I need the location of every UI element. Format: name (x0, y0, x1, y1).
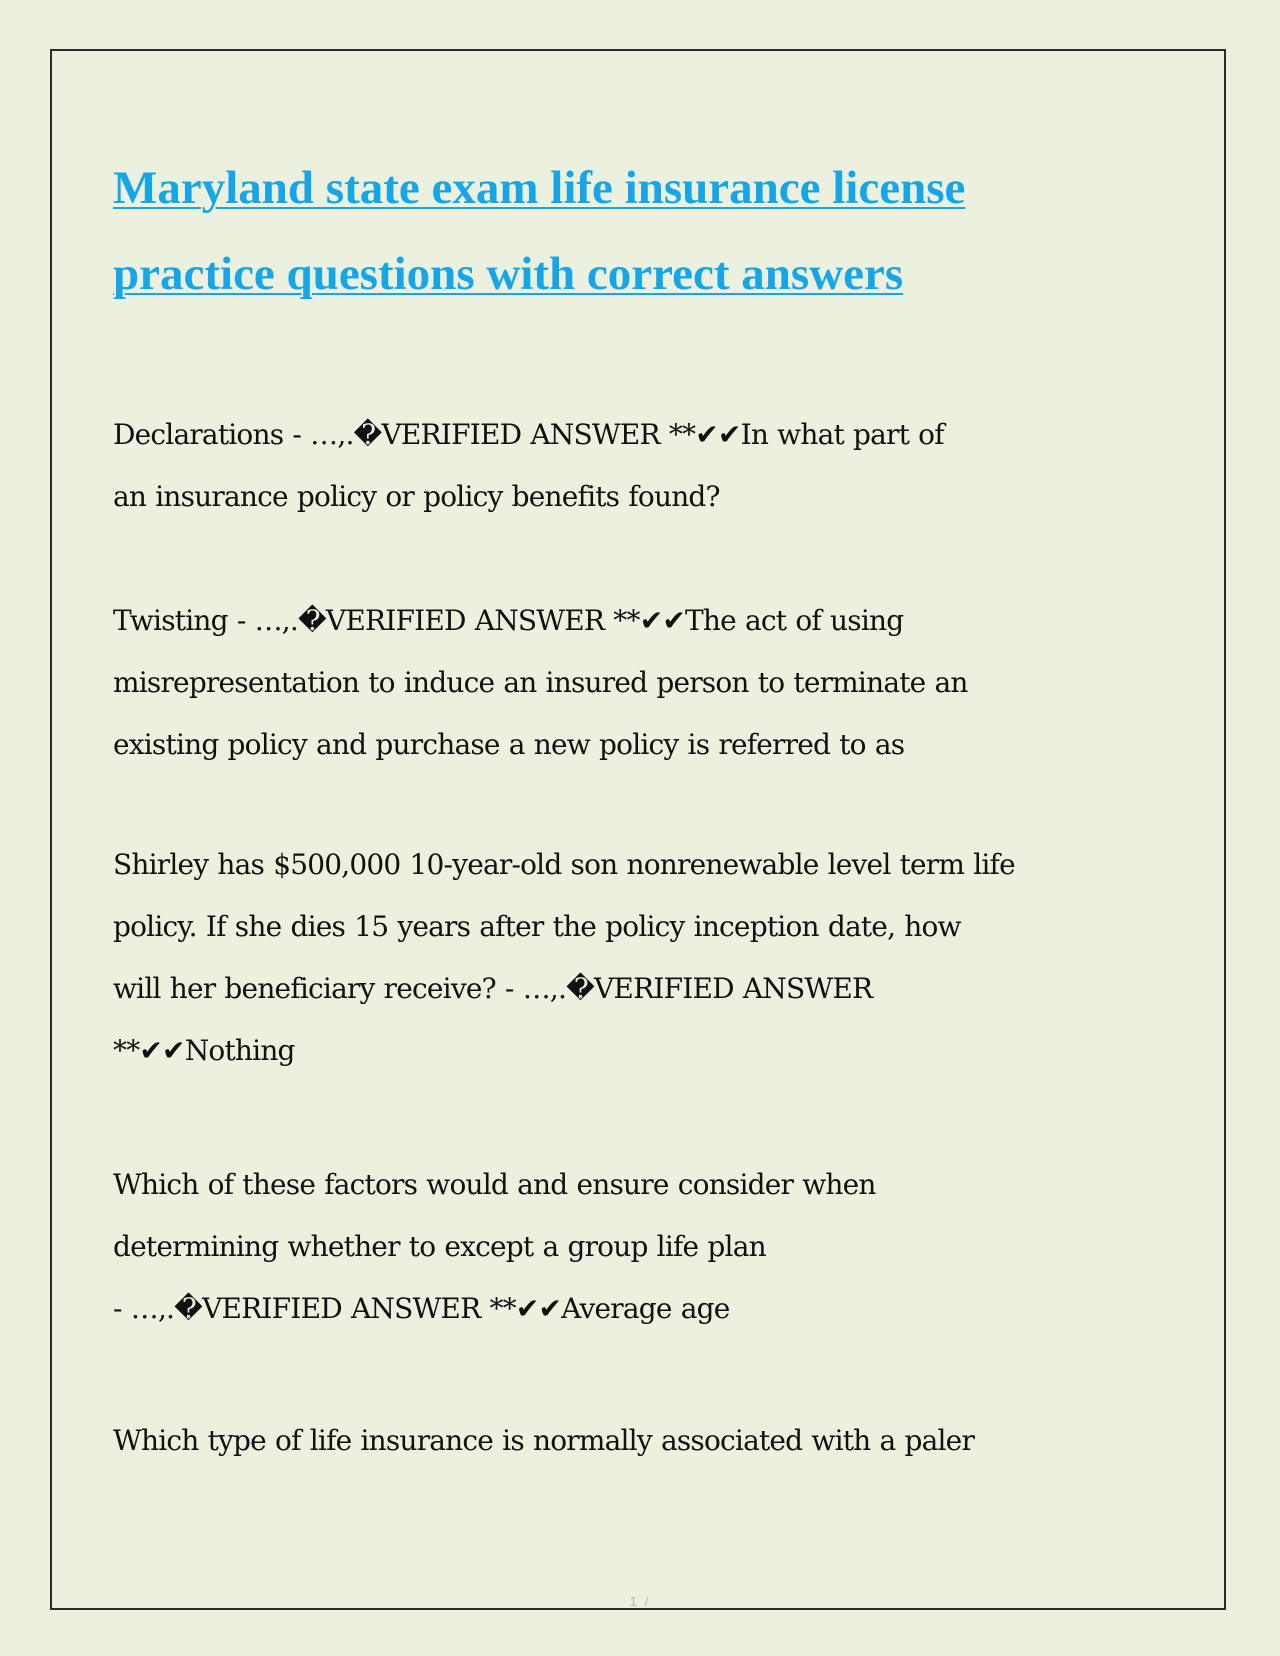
qa-line: determining whether to except a group life plan (113, 1230, 766, 1263)
page-number: 1 / (629, 1594, 651, 1609)
title-line-2[interactable]: practice questions with correct answers (113, 248, 904, 300)
qa-entry-life-type (113, 1410, 974, 1472)
document-title[interactable] (113, 145, 1123, 317)
qa-entry-declarations (113, 404, 944, 528)
qa-line: will her beneficiary receive? - …,.�VERIFIED ANSWER (113, 972, 873, 1005)
document-content (113, 145, 1123, 317)
qa-line: Shirley has $500,000 10-year-old son nonrenewable level term life (113, 848, 1015, 881)
qa-line: Which type of life insurance is normally associated with a paler (113, 1424, 975, 1457)
qa-line: Which of these factors would and ensure consider when (113, 1168, 876, 1201)
qa-line: **✔✔Nothing (113, 1034, 295, 1067)
qa-line: Declarations - …,.�VERIFIED ANSWER **✔✔In what part of (113, 418, 944, 451)
qa-line: an insurance policy or policy benefits found? (113, 480, 720, 513)
qa-line: misrepresentation to induce an insured person to terminate an (113, 666, 968, 699)
qa-line: existing policy and purchase a new policy is referred to as (113, 728, 905, 761)
qa-entry-term-life (113, 834, 1015, 1082)
qa-line: policy. If she dies 15 years after the policy inception date, how (113, 910, 961, 943)
title-line-1[interactable]: Maryland state exam life insurance license (113, 162, 966, 214)
qa-entry-twisting (113, 590, 968, 776)
qa-entry-group-life (113, 1154, 876, 1340)
qa-line: - …,.�VERIFIED ANSWER **✔✔Average age (113, 1292, 730, 1325)
qa-line: Twisting - …,.�VERIFIED ANSWER **✔✔The act of using (113, 604, 904, 637)
